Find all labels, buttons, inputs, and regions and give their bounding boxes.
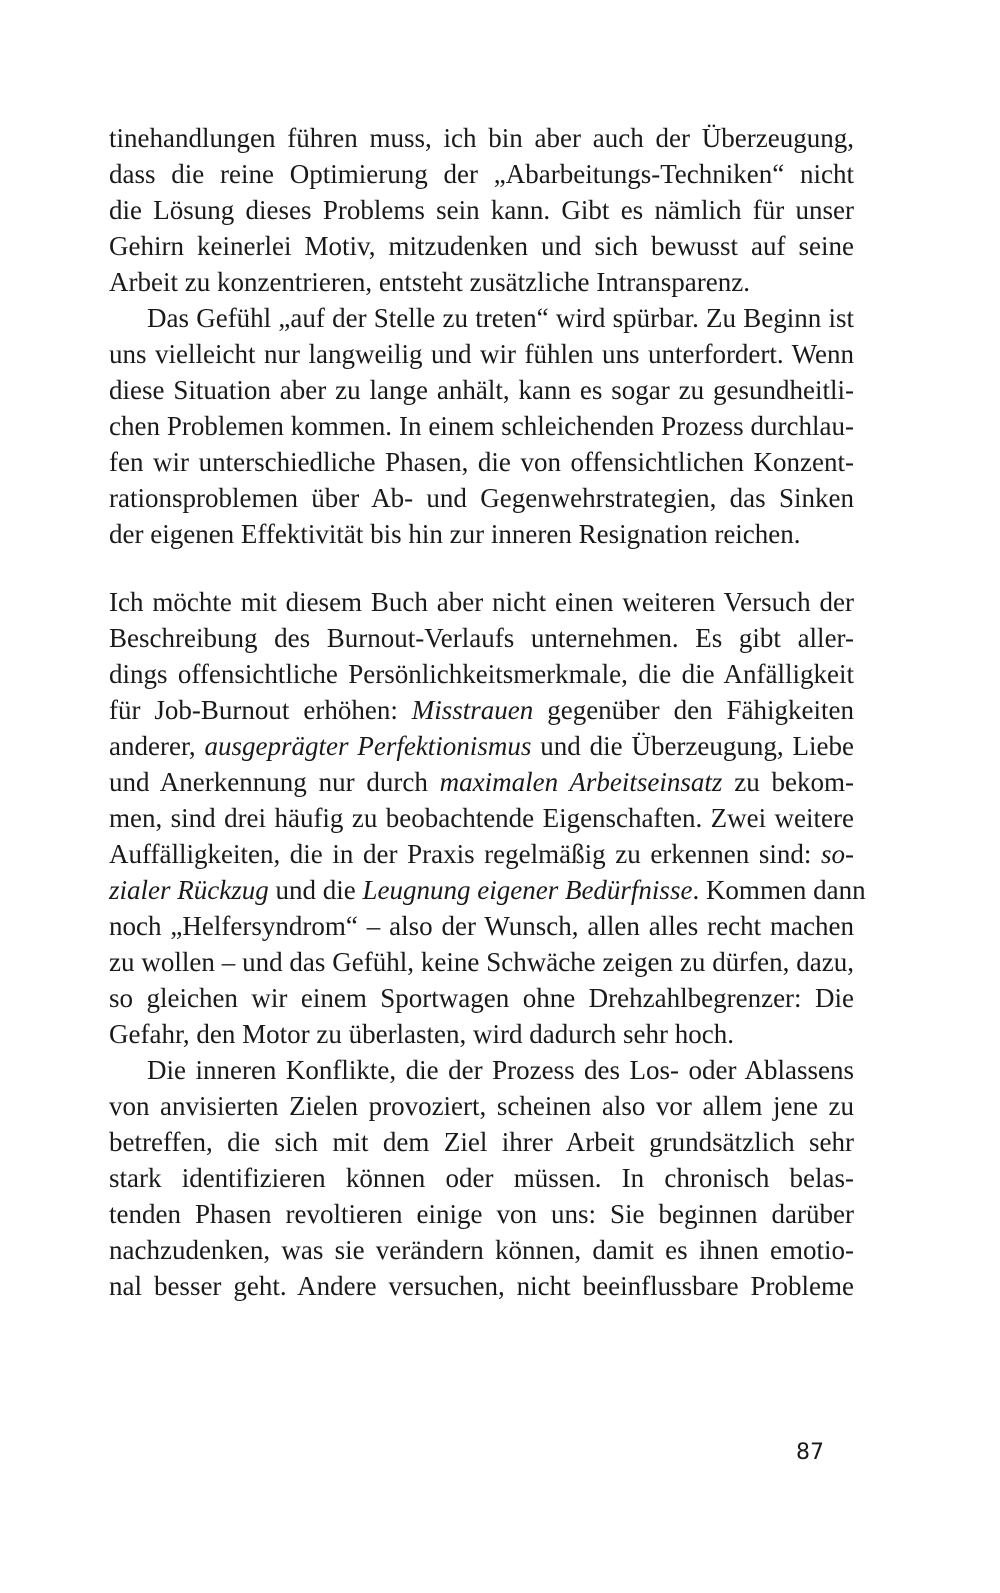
text-line [109,480,854,516]
text-run: und Anerkennung nur durch [109,767,440,797]
text-run: rationsproblemen über Ab- und Gegenwehrstrategien, das Sinken [109,483,854,513]
text-line [109,1088,854,1124]
text-line [109,408,854,444]
text-line [109,1052,854,1088]
text-run: betreffen, die sich mit dem Ziel ihrer Arbeit grundsätzlich sehr [109,1127,854,1157]
text-run: noch „Helfersyndrom“ – also der Wunsch, allen alles recht machen [109,911,854,941]
text-run: gegenüber den Fähigkeiten [533,695,854,725]
text-line [109,264,854,300]
paragraph [109,120,854,300]
text-line [109,444,854,480]
text-line [109,192,854,228]
text-run: anderer, [109,731,205,761]
text-run: Auffälligkeiten, die in der Praxis regelmäßig zu erkennen sind: [109,839,821,869]
text-run: und die [268,875,363,905]
text-run: zu bekom- [722,767,854,797]
text-run: zu wollen – und das Gefühl, keine Schwäche zeigen zu dürfen, dazu, [109,947,854,977]
text-line [109,156,854,192]
text-run: so gleichen wir einem Sportwagen ohne Drehzahlbegrenzer: Die [109,983,854,1013]
text-line [109,692,854,728]
text-run: die Lösung dieses Problems sein kann. Gibt es nämlich für unser [109,195,854,225]
text-line [109,656,854,692]
text-run: nal besser geht. Andere versuchen, nicht beeinflussbare Probleme [109,1271,854,1301]
text-line [109,1196,854,1232]
italic-text: maximalen Arbeitseinsatz [439,767,723,797]
text-line [109,800,854,836]
text-line [109,1268,854,1304]
text-line [109,764,854,800]
body-text [109,120,866,1304]
text-run: tenden Phasen revoltieren einige von uns: Sie beginnen darüber [109,1199,854,1229]
text-run: Die inneren Konflikte, die der Prozess des Los- oder Ablassens [147,1055,854,1085]
italic-text: zialer Rückzug [109,875,269,905]
text-run: Das Gefühl „auf der Stelle zu treten“ wird spürbar. Zu Beginn ist [147,303,854,333]
text-run: Gefahr, den Motor zu überlasten, wird dadurch sehr hoch. [109,1019,734,1049]
text-line [109,872,866,908]
text-line [109,836,854,872]
text-run: dass die reine Optimierung der „Abarbeitungs-Techniken“ nicht [109,159,854,189]
text-line [109,728,854,764]
text-run: dings offensichtliche Persönlichkeitsmerkmale, die die Anfälligkeit [109,659,854,689]
text-run: tinehandlungen führen muss, ich bin aber auch der Überzeugung, [109,123,854,153]
text-run: stark identifizieren können oder müssen. In chronisch belas- [109,1163,854,1193]
text-line [109,372,854,408]
paragraph [109,300,854,552]
text-run: Beschreibung des Burnout-Verlaufs unternehmen. Es gibt aller- [109,623,854,653]
text-line [109,120,854,156]
text-run: von anvisierten Zielen provoziert, scheinen also vor allem jene zu [109,1091,854,1121]
text-run: fen wir unterschiedliche Phasen, die von offensichtlichen Konzent- [109,447,854,477]
italic-text: Leugnung eigener Bedürfnisse [362,875,693,905]
text-line [109,944,854,980]
italic-text: ausgeprägter Perfektionismus [204,731,532,761]
text-line [109,908,854,944]
page-number: 87 [796,1440,824,1465]
text-line [109,516,854,552]
paragraph-gap [109,552,854,584]
text-line [109,980,854,1016]
text-run: nachzudenken, was sie verändern können, damit es ihnen emotio- [109,1235,854,1265]
paragraph [109,584,866,1052]
text-line [109,1124,854,1160]
text-run: Gehirn keinerlei Motiv, mitzudenken und sich bewusst auf seine [109,231,854,261]
text-line [109,584,854,620]
text-run: . Kommen dann [692,875,866,905]
text-line [109,1232,854,1268]
text-line [109,300,854,336]
paragraph [109,1052,854,1304]
text-run: der eigenen Effektivität bis hin zur inneren Resignation reichen. [109,519,801,549]
text-run: men, sind drei häufig zu beobachtende Eigenschaften. Zwei weitere [109,803,854,833]
text-line [109,336,854,372]
text-run: diese Situation aber zu lange anhält, kann es sogar zu gesundheitli- [109,375,854,405]
text-run: für Job-Burnout erhöhen: [109,695,412,725]
italic-text: so- [821,839,854,869]
italic-text: Misstrauen [411,695,534,725]
text-run: uns vielleicht nur langweilig und wir fühlen uns unterfordert. Wenn [109,339,854,369]
text-run: chen Problemen kommen. In einem schleichenden Prozess durchlau- [109,411,854,441]
text-line [109,620,854,656]
text-run: Ich möchte mit diesem Buch aber nicht einen weiteren Versuch der [109,587,854,617]
text-run: und die Überzeugung, Liebe [531,731,854,761]
text-line [109,1016,854,1052]
text-run: Arbeit zu konzentrieren, entsteht zusätzliche Intransparenz. [109,267,750,297]
text-line [109,1160,854,1196]
text-line [109,228,854,264]
